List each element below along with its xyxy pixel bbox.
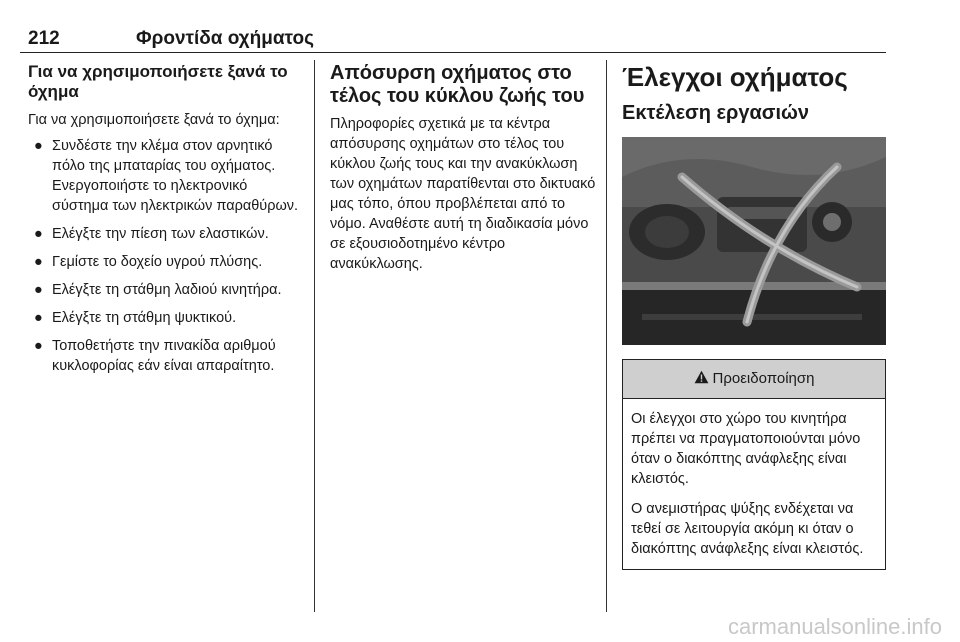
bullet-icon: ● — [34, 310, 43, 326]
intro-text: Για να χρησιμοποιήσετε ξανά το όχημα: — [28, 112, 280, 128]
page-header — [20, 22, 886, 53]
warning-header — [623, 360, 885, 399]
list-item-text: Γεμίστε το δοχείο υγρού πλύσης. — [52, 254, 263, 270]
section-subheading: Εκτέλεση εργασιών — [622, 102, 810, 124]
column-end-of-life — [330, 62, 600, 274]
warning-title: Προειδοποίηση — [712, 370, 815, 387]
body-text: Πληροφορίες σχετικά με τα κέντρα απόσυρσης οχημάτων στο τέλος του κύκλου ζωής τους και την ανακύκλωση των οχημάτων παρατίθενται στο δικτυακό μας τόπο, όπου προβλέπεται από το νόμο. Αναθέστε αυτή τη διαδικασία μόνο σε εξουσιοδοτημένο κέντρο ανακύκλωσης. — [330, 116, 596, 272]
bullet-icon: ● — [34, 282, 43, 298]
engine-bay-illustration — [622, 137, 886, 345]
list-item-text: Συνδέστε την κλέμα στον αρνητικό πόλο της μπαταρίας του οχήματος. Ενεργοποιήστε το ηλεκτρονικό σύστημα των ηλεκτρικών παραθύρων. — [52, 138, 299, 214]
list-item — [28, 252, 306, 272]
chapter-title: Φροντίδα οχήματος — [136, 28, 314, 49]
bullet-icon: ● — [34, 138, 43, 154]
section-heading: Απόσυρση οχήματος στο τέλος του κύκλου ζωής του — [330, 62, 585, 107]
checklist — [28, 136, 306, 376]
watermark: carmanualsonline.info — [727, 614, 942, 639]
warning-text: Ο ανεμιστήρας ψύξης ενδέχεται να τεθεί σε λειτουργία ακόμη κι όταν ο διακόπτης ανάφλεξης είναι κλειστός. — [631, 501, 864, 557]
column-vehicle-checks — [622, 62, 886, 570]
bullet-icon: ● — [34, 338, 43, 354]
chapter-heading: Έλεγχοι οχήματος — [622, 62, 848, 92]
list-item — [28, 136, 306, 216]
warning-body — [623, 399, 885, 569]
column-reuse-vehicle — [28, 62, 306, 384]
warning-text: Οι έλεγχοι στο χώρο του κινητήρα πρέπει να πραγματοποιούνται μόνο όταν ο διακόπτης ανάφλεξης είναι κλειστός. — [631, 411, 861, 487]
list-item-text: Τοποθετήστε την πινακίδα αριθμού κυκλοφορίας εάν είναι απαραίτητο. — [52, 338, 276, 374]
section-heading: Για να χρησιμοποιήσετε ξανά το όχημα — [28, 62, 288, 101]
list-item-text: Ελέγξτε τη στάθμη ψυκτικού. — [52, 310, 237, 326]
engine-bay-photo — [622, 137, 886, 345]
warning-box — [622, 359, 886, 570]
list-item — [28, 308, 306, 328]
list-item — [28, 336, 306, 376]
list-item-text: Ελέγξτε την πίεση των ελαστικών. — [52, 226, 269, 242]
warning-icon — [694, 370, 709, 384]
bullet-icon: ● — [34, 254, 43, 270]
page-number: 212 — [28, 28, 60, 49]
column-divider — [606, 60, 607, 612]
list-item — [28, 280, 306, 300]
list-item-text: Ελέγξτε τη στάθμη λαδιού κινητήρα. — [52, 282, 282, 298]
column-divider — [314, 60, 315, 612]
list-item — [28, 224, 306, 244]
bullet-icon: ● — [34, 226, 43, 242]
